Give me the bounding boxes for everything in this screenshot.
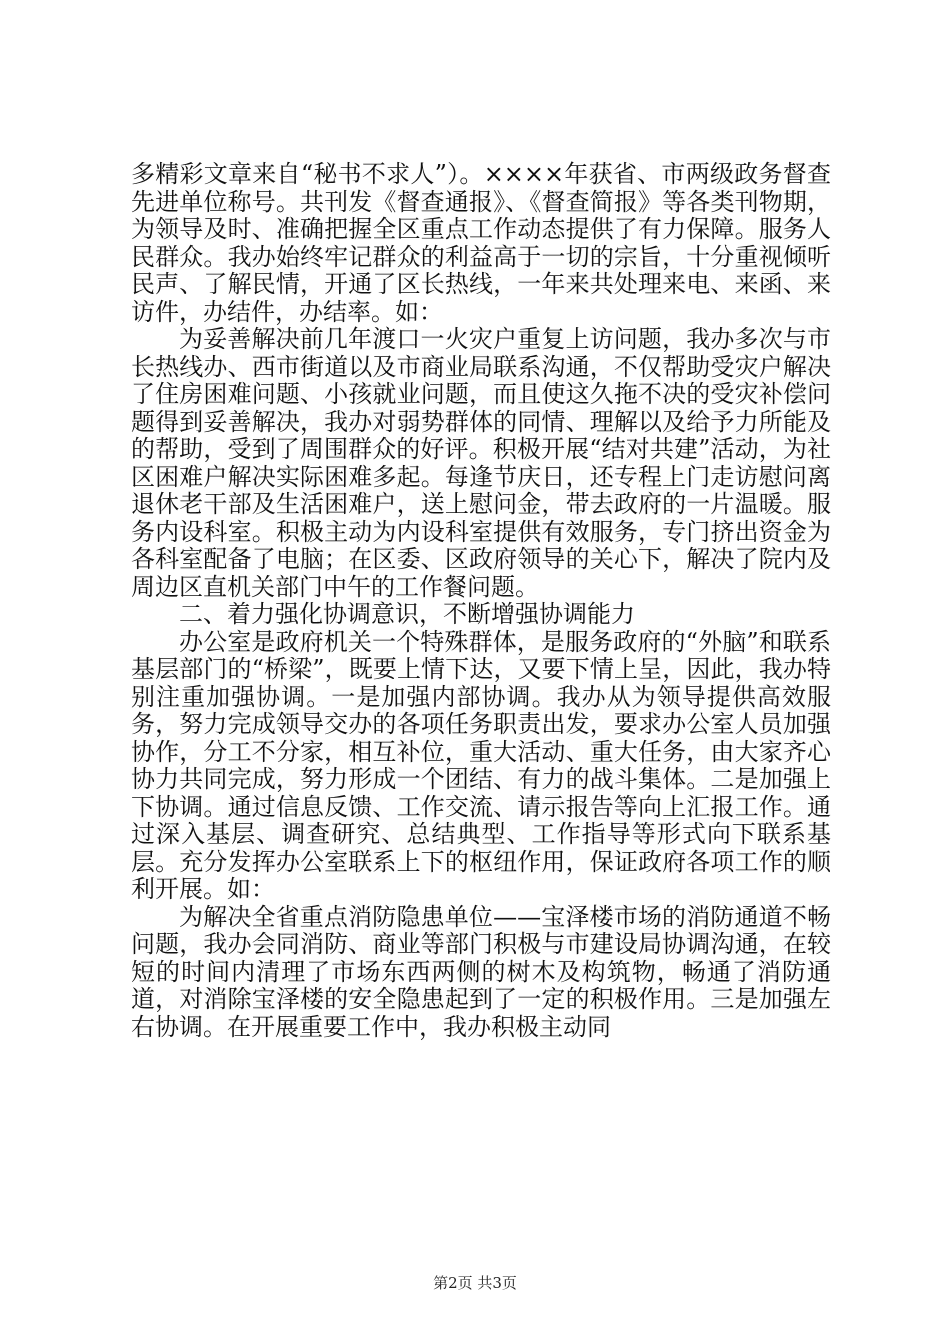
document-body	[131, 161, 831, 1041]
paragraph-fire-passage: 为解决全省重点消防隐患单位——宝泽楼市场的消防通道不畅问题，我办会同消防、商业等部门积极与市建设局协调沟通，在较短的时间内清理了市场东西两侧的树木及构筑物，畅通了消防通道，对消除宝泽楼的安全隐患起到了一定的积极作用。三是加强左右协调。在开展重要工作中，我办积极主动同	[131, 902, 831, 1041]
section-heading-coordination: 二、着力强化协调意识，不断增强协调能力	[179, 600, 635, 628]
page-number-footer: 第2页 共3页	[433, 1274, 517, 1292]
paragraph-fire-victims: 为妥善解决前几年渡口一火灾户重复上访问题，我办多次与市长热线办、西市街道以及市商业局联系沟通，不仅帮助受灾户解决了住房困难问题、小孩就业问题，而且使这久拖不决的受灾补偿问题得到妥善解决，我办对弱势群体的同情、理解以及给予力所能及的帮助，受到了周围群众的好评。积极开展“结对共建”活动，为社区困难户解决实际困难多起。每逢节庆日，还专程上门走访慰问离退休老干部及生活困难户，送上慰问金，带去政府的一片温暖。服务内设科室。积极主动为内设科室提供有效服务，专门挤出资金为各科室配备了电脑；在区委、区政府领导的关心下，解决了院内及周边区直机关部门中午的工作餐问题。	[131, 325, 831, 601]
paragraph-office-coordination: 办公室是政府机关一个特殊群体，是服务政府的“外脑”和联系基层部门的“桥梁”，既要上情下达，又要下情上呈，因此，我办特别注重加强协调。一是加强内部协调。我办从为领导提供高效服务，努力完成领导交办的各项任务职责出发，要求办公室人员加强协作，分工不分家，相互补位，重大活动、重大任务，由大家齐心协力共同完成，努力形成一个团结、有力的战斗集体。二是加强上下协调。通过信息反馈、工作交流、请示报告等向上汇报工作。通过深入基层、调查研究、总结典型、工作指导等形式向下联系基层。充分发挥办公室联系上下的枢纽作用，保证政府各项工作的顺利开展。如：	[131, 627, 831, 903]
paragraph-continuation: 多精彩文章来自“秘书不求人”）。××××年获省、市两级政务督查先进单位称号。共刊发《督查通报》、《督查简报》等各类刊物期，为领导及时、准确把握全区重点工作动态提供了有力保障。服务人民群众。我办始终牢记群众的利益高于一切的宗旨，十分重视倾听民声、了解民情，开通了区长热线，一年来共处理来电、来函、来访件，办结件，办结率。如：	[131, 160, 831, 326]
